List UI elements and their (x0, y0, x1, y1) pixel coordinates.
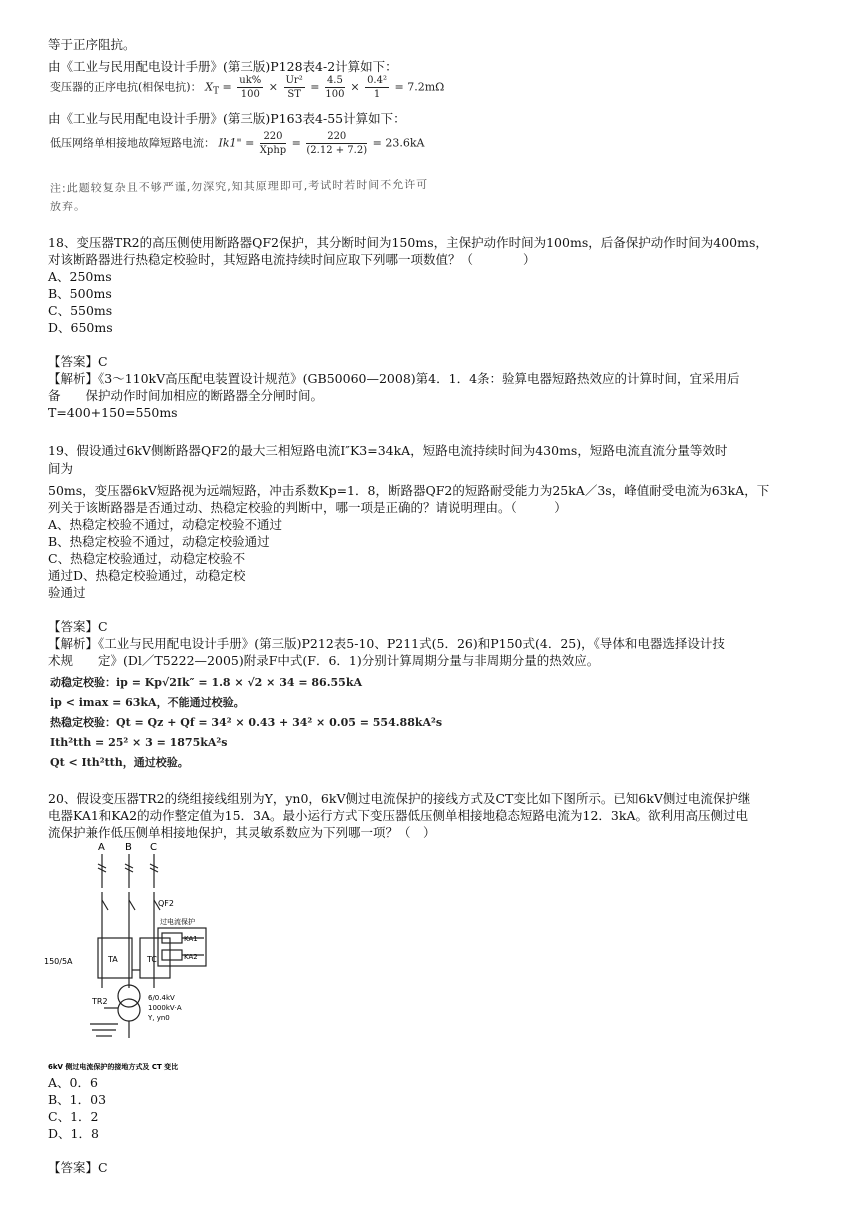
fraction-denominator: ST (287, 89, 301, 100)
transformer-label: TR2 (92, 997, 108, 1006)
calc-line: ip < imax = 63kA，不能通过校验。 (50, 696, 245, 709)
formula-result: = 23.6kA (372, 136, 425, 150)
answer: 【答案】C (48, 354, 108, 369)
option-c: C、热稳定校验通过，动稳定校验不 (48, 551, 246, 566)
option-c: C、1．2 (48, 1109, 99, 1124)
formula-label: 低压网络单相接地故障短路电流： (50, 136, 215, 150)
option-b: B、1．03 (48, 1092, 107, 1107)
option-d: 通过D、热稳定校验通过，动稳定校 (48, 568, 246, 583)
option-d: 验通过 (48, 585, 86, 600)
fraction-numerator: 4.5 (326, 75, 343, 86)
fraction-numerator: uk% (239, 75, 262, 86)
formula-symbol: X (205, 80, 213, 94)
fraction-numerator: Ur² (285, 75, 303, 86)
fraction (325, 74, 345, 101)
analysis: 【解析】《3～110kV高压配电装置设计规范》(GB50060—2008)第4．1．4条：验算电器短路热效应的计算时间，宜采用后 (48, 371, 740, 386)
question-20-stem: 20、假设变压器TR2的绕组接线组别为Y，yn0，6kV侧过电流保护的接线方式及CT变比如下图所示。已知6kV侧过电流保护继 (48, 791, 751, 806)
text-line: 由《工业与民用配电设计手册》(第三版)P128表4-2计算如下： (48, 59, 398, 74)
ka2-label: KA2 (184, 953, 198, 961)
calc-line: 热稳定校验：Qt = Qz + Qf = 34² × 0.43 + 34² × 0.05 = 554.88kA²s (50, 716, 443, 729)
ct-ratio-label: 150/5A (44, 957, 73, 966)
question-19-stem: 50ms，变压器6kV短路视为远端短路，冲击系数Kp=1．8，断路器QF2的短路耐受能力为25kA／3s，峰值耐受电流为63kA，下 (48, 483, 770, 498)
option-d: D、650ms (48, 320, 113, 335)
voltage-label: 6/0.4kV (148, 994, 175, 1002)
calc-line: 动稳定校验：ip = Kp√2Ik″ = 1.8 × √2 × 34 = 86.55kA (50, 676, 362, 689)
fraction (306, 130, 367, 157)
breaker-contacts (102, 900, 160, 910)
option-a: A、0．6 (48, 1075, 98, 1090)
analysis: 术规 定》(Dl／T5222—2005)附录F中式(F．6．1)分别计算周期分量与非周期分量的热效应。 (48, 653, 600, 668)
formula-operator: = (291, 136, 301, 150)
question-19-stem: 列关于该断路器是否通过动、热稳定校验的判断中，哪一项是正确的？请说明理由。（ ） (48, 500, 567, 515)
formula-label: 变压器的正序电抗(相保电抗)： (50, 80, 202, 94)
option-d: D、1．8 (48, 1126, 99, 1141)
phase-a-label: A (98, 842, 105, 853)
group-label: Y, yn0 (148, 1014, 170, 1022)
breaker-label: QF2 (158, 899, 174, 908)
formula-operator: = (310, 80, 320, 94)
option-c: C、550ms (48, 303, 113, 318)
calc-line: Qt < Ith²tth，通过校验。 (50, 756, 189, 769)
fraction (365, 74, 389, 101)
answer: 【答案】C (48, 1160, 108, 1175)
phase-c-label: C (150, 842, 157, 853)
text-line: 由《工业与民用配电设计手册》(第三版)P163表4-55计算如下： (48, 111, 406, 126)
question-19-stem: 19、假设通过6kV侧断路器QF2的最大三相短路电流I″K3=34kA，短路电流持续时间为430ms，短路电流直流分量等效时 (48, 443, 728, 458)
formula-operator: = (222, 80, 232, 94)
analysis: 备 保护动作时间加相应的断路器全分闸时间。 (48, 388, 324, 403)
option-b: B、500ms (48, 286, 112, 301)
fraction-denominator: 100 (240, 89, 260, 100)
question-18-stem: 对该断路器进行热稳定校验时，其短路电流持续时间应取下列哪一项数值？（ ） (48, 252, 536, 267)
ta-label: TA (108, 955, 118, 964)
phase-b-label: B (125, 842, 132, 853)
fraction-denominator: 1 (373, 89, 381, 100)
fraction-denominator: Xphp (259, 145, 287, 156)
transformer-primary (118, 985, 140, 1007)
option-a: A、250ms (48, 269, 112, 284)
question-18-stem: 18、变压器TR2的高压侧使用断路器QF2保护，其分断时间为150ms，主保护动作时间为100ms，后备保护动作时间为400ms， (48, 235, 768, 250)
fraction-numerator: 220 (306, 130, 367, 144)
formula-operator: × (350, 80, 360, 94)
calc-line: Ith²tth = 25² × 3 = 1875kA²s (50, 736, 228, 749)
fraction (237, 74, 263, 101)
protection-label: 过电流保护 (160, 918, 195, 926)
fraction-denominator: 100 (325, 89, 345, 100)
fraction-numerator: 220 (260, 130, 286, 144)
formula-fault-current (50, 130, 424, 157)
transformer-secondary (118, 999, 140, 1021)
ka1-label: KA1 (184, 935, 198, 943)
formula-transformer-reactance (50, 74, 444, 101)
fraction-denominator: (2.12 + 7.2) (306, 145, 368, 156)
diagram-caption: 6kV 侧过电流保护的接地方式及 CT 变比 (48, 1063, 179, 1071)
tc-label: TC (147, 955, 158, 964)
analysis: 【解析】《工业与民用配电设计手册》(第三版)P212表5-10、P211式(5．26)和P150式(4．25)，《导体和电器选择设计技 (48, 636, 725, 651)
fraction (260, 130, 286, 157)
question-20-stem: 电器KA1和KA2的动作整定值为15．3A。最小运行方式下变压器低压侧单相接地稳态短路电流为12．3kA。欲利用高压侧过电 (48, 808, 748, 823)
formula-operator: × (268, 80, 278, 94)
question-19-stem: 间为 (48, 461, 74, 476)
capacity-label: 1000kV·A (148, 1004, 182, 1012)
question-20-stem: 流保护兼作低压侧单相接地保护，其灵敏系数应为下列哪一项？（ ） (48, 825, 436, 840)
formula-result: = 7.2mΩ (394, 80, 445, 94)
option-a: A、热稳定校验不通过，动稳定校验不通过 (48, 517, 283, 532)
formula-subscript: T (212, 85, 220, 97)
formula-symbol: Ik1" = (218, 136, 255, 150)
scanned-note: 注:此题较复杂且不够严谨,勿深究,知其原理即可,考试时若时间不允许可 (49, 178, 429, 195)
analysis: T=400+150=550ms (48, 405, 178, 420)
answer: 【答案】C (48, 619, 108, 634)
scanned-note: 放弃。 (49, 199, 87, 214)
option-b: B、热稳定校验不通过，动稳定校验通过 (48, 534, 270, 549)
protection-wiring-diagram (44, 838, 244, 1072)
text-line: 等于正序阻抗。 (48, 37, 136, 52)
fraction (284, 74, 305, 101)
fraction-numerator: 0.4² (367, 75, 387, 86)
